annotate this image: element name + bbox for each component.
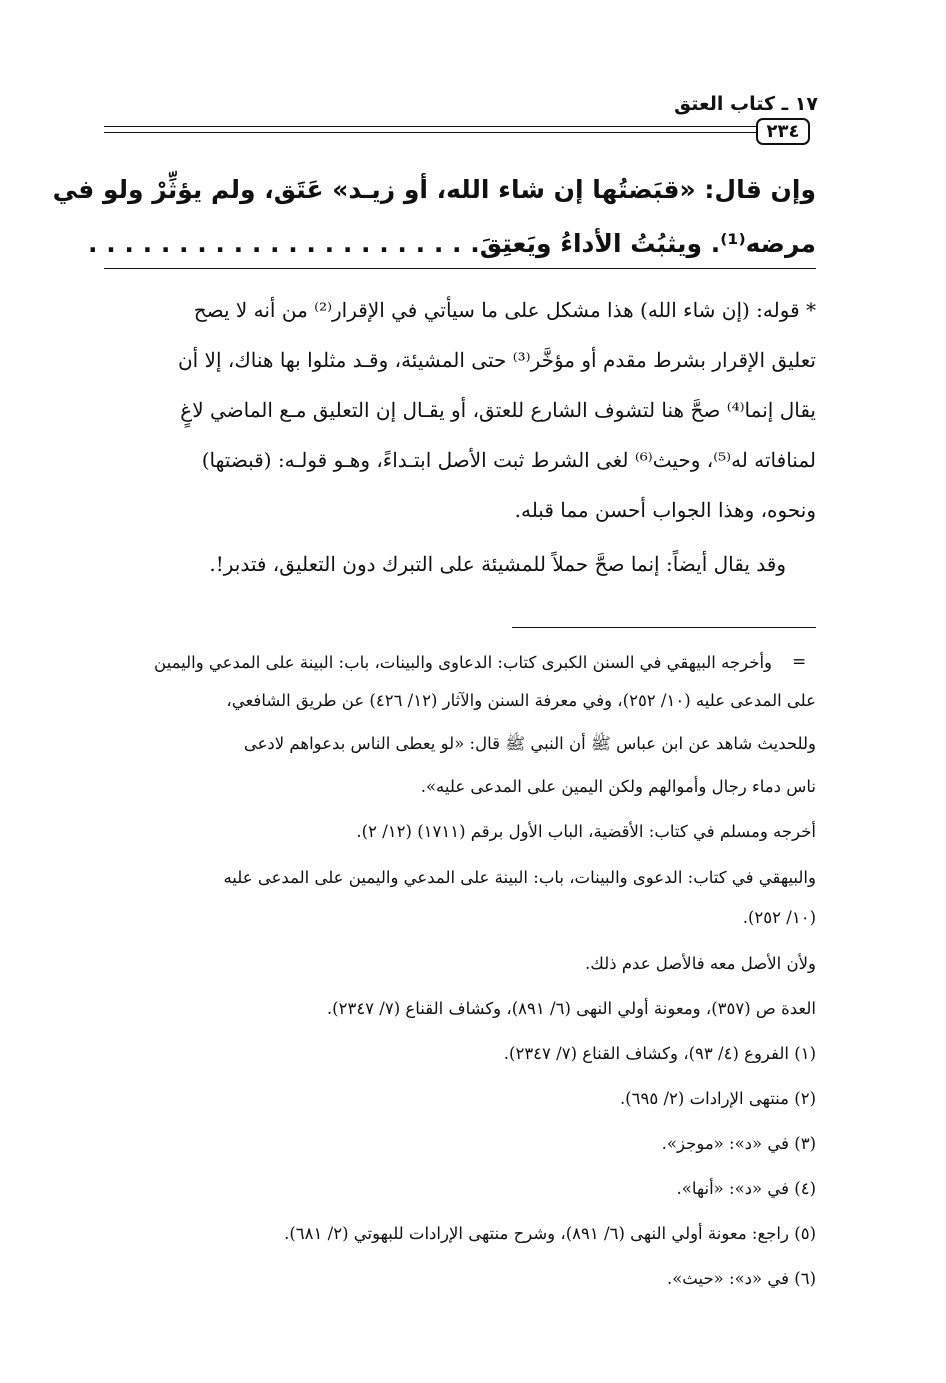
footnote-continuation-line: ناس دماء رجال وأموالهم ولكن اليمين على المدعى عليه». — [420, 777, 816, 796]
footnote-text: في «د»: «موجز». — [661, 1134, 789, 1153]
footnote-divider — [512, 627, 816, 628]
running-head: ١٧ ـ كتاب العتق — [674, 93, 818, 115]
footnote-number: (١) — [794, 1044, 816, 1063]
footnote-text: منتهى الإرادات (٢/ ٦٩٥). — [619, 1089, 789, 1108]
footnote-text: في «د»: «حيث». — [666, 1269, 789, 1288]
commentary-line: يقال إنما⁽⁴⁾ صحَّ هنا لتشوف الشارع للعتق، أو يقـال إن التعليق مـع الماضي لاغٍ — [180, 398, 816, 422]
footnote-continuation-line: العدة ص (٣٥٧)، ومعونة أولي النهى (٦/ ٨٩١)، وكشاف القناع (٧/ ٢٣٤٧). — [326, 999, 816, 1018]
commentary-line: ونحوه، وهذا الجواب أحسن مما قبله. — [514, 498, 816, 522]
footnote-continuation-line: ولأن الأصل معه فالأصل عدم ذلك. — [585, 954, 816, 973]
footnote-number: (٦) — [794, 1269, 816, 1288]
footnote-6 — [667, 1268, 816, 1290]
footnote-3 — [662, 1133, 816, 1155]
footnote-4 — [677, 1178, 816, 1200]
matn-divider — [104, 268, 816, 269]
footnote-text: في «د»: «أنها». — [676, 1179, 789, 1198]
matn-line-1: وإن قال: «قبَضتُها إن شاء الله، أو زيـد» عَتَق، ولم يؤثِّرْ ولو في — [52, 175, 816, 204]
footnote-number: (٣) — [794, 1134, 816, 1153]
footnote-5 — [284, 1223, 816, 1245]
footnote-continuation-line: (١٠/ ٢٥٢). — [742, 908, 816, 927]
footnote-continuation-line: على المدعى عليه (١٠/ ٢٥٢)، وفي معرفة السنن والآثار (١٢/ ٤٢٦) عن طريق الشافعي، — [226, 691, 816, 710]
footnote-number: (٤) — [794, 1179, 816, 1198]
header-rule-top — [104, 126, 756, 127]
footnote-continuation-line: وأخرجه البيهقي في السنن الكبرى كتاب: الدعاوى والبينات، باب: البينة على المدعي واليمين — [154, 653, 772, 672]
footnote-continuation-line: والبيهقي في كتاب: الدعوى والبينات، باب: البينة على المدعي واليمين على المدعى عليه — [223, 868, 816, 887]
footnote-continuation-line: وللحديث شاهد عن ابن عباس ﷺ أن النبي ﷺ قال: «لو يعطى الناس بدعواهم لادعى — [243, 734, 816, 753]
footnote-2 — [620, 1088, 816, 1110]
commentary-line: تعليق الإقرار بشرط مقدم أو مؤخَّر⁽³⁾ حتى المشيئة، وقـد مثلوا بها هناك، إلا أن — [177, 348, 816, 372]
commentary-line: وقد يقال أيضاً: إنما صحَّ حملاً للمشيئة على التبرك دون التعليق، فتدبر!. — [209, 552, 786, 576]
commentary-line: * قوله: (إن شاء الله) هذا مشكل على ما سيأتي في الإقرار⁽²⁾ من أنه لا يصح — [193, 298, 816, 322]
footnote-text: راجع: معونة أولي النهى (٦/ ٨٩١)، وشرح منتهى الإرادات للبهوتي (٢/ ٦٨١). — [284, 1224, 789, 1243]
header-rule-bottom — [104, 132, 756, 133]
page-number-badge: ٢٣٤ — [756, 118, 810, 145]
footnote-number: (٥) — [794, 1224, 816, 1243]
footnote-number: (٢) — [794, 1089, 816, 1108]
footnote-text: الفروع (٤/ ٩٣)، وكشاف القناع (٧/ ٢٣٤٧). — [503, 1044, 789, 1063]
footnote-continuation-line: أخرجه ومسلم في كتاب: الأقضية، الباب الأول برقم (١٧١١) (١٢/ ٢). — [356, 822, 816, 841]
footnote-1 — [504, 1043, 816, 1065]
matn-line-2: مرضه⁽¹⁾. ويثبُتُ الأداءُ ويَعتِقَ. . . . . . . . . . . . . . . . . . . . . . — [88, 229, 816, 258]
commentary-line: لمنافاته له⁽⁵⁾، وحيث⁽⁶⁾ لغى الشرط ثبت الأصل ابتـداءً، وهـو قولـه: (قبضتها) — [201, 448, 816, 472]
continuation-marker: = — [792, 652, 807, 672]
